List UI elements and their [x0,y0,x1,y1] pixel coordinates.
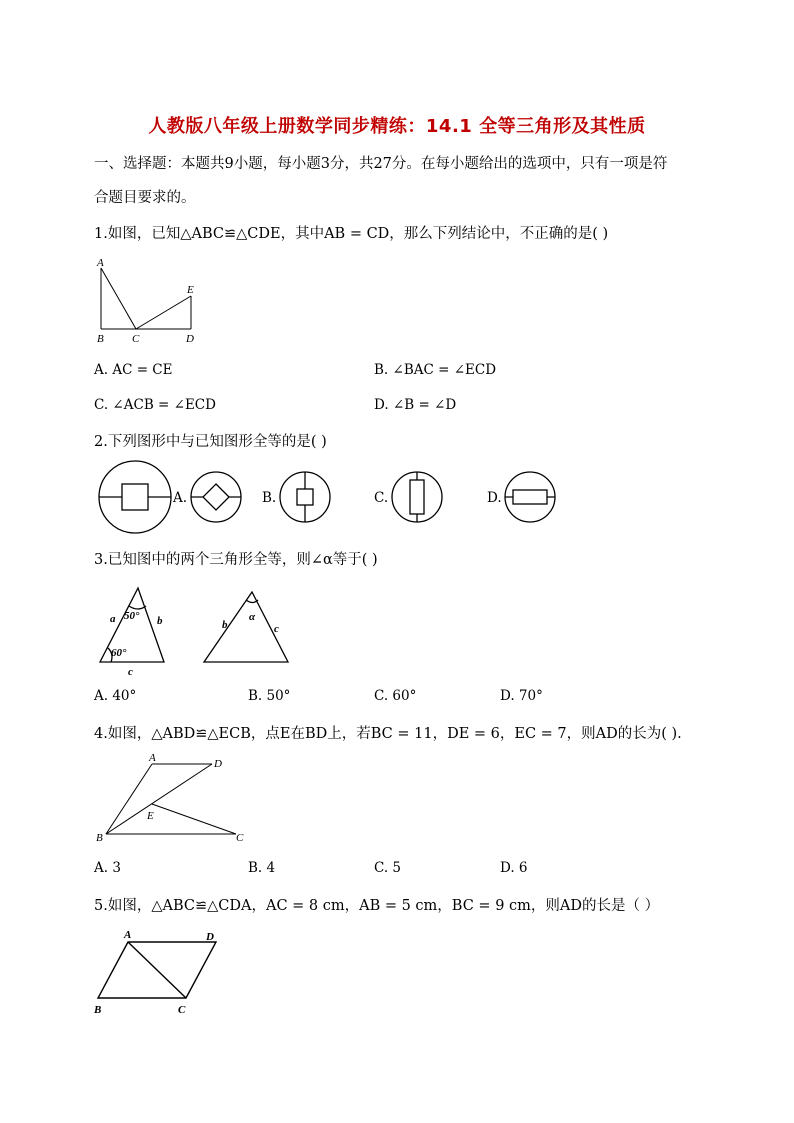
question-3-stem: 3.已知图中的两个三角形全等，则∠α等于( ) [94,552,378,568]
question-4-figure [94,752,254,848]
question-2-option-a: A. [173,490,188,506]
q3-label-alpha: α [249,611,256,623]
q3-label-b: b [157,615,163,627]
question-1-option-a: A. AC = CE [94,362,173,378]
q3-angle-50: 50° [124,610,140,622]
page-title: 人教版八年级上册数学同步精练：14.1 全等三角形及其性质 [148,116,646,137]
question-2-option-d: D. [487,490,502,506]
q4-label-A: A [149,752,156,764]
question-1-option-d: D. ∠B = ∠D [374,397,457,413]
question-2-option-c: C. [374,490,389,506]
q3-label-c: c [128,666,133,678]
question-4-stem: 4.如图，△ABD≌△ECB，点E在BD上，若BC = 11，DE = 6，EC = 7，则AD的长为( ). [94,726,682,742]
question-2-stem: 2.下列图形中与已知图形全等的是( ) [94,434,327,450]
question-5-stem: 5.如图，△ABC≌△CDA，AC = 8 cm，AB = 5 cm，BC = 9 cm，则AD的长是（ ） [94,898,660,914]
section-header-line-2: 合题目要求的。 [94,190,196,206]
q3-label-a: a [110,613,116,625]
question-5-figure [94,926,224,1018]
q4-label-D: D [214,758,222,770]
question-4-option-c: C. 5 [374,860,402,876]
question-1-option-b: B. ∠BAC = ∠ECD [374,362,497,378]
question-3-option-a: A. 40° [94,688,137,704]
q4-label-B: B [96,832,103,844]
q3-label-c2: c [274,623,279,635]
q5-label-C: C [178,1004,186,1016]
question-4-option-b: B. 4 [248,860,276,876]
question-3-option-c: C. 60° [374,688,417,704]
question-2-option-b: B. [262,490,277,506]
question-1-figure [94,254,204,346]
question-4-option-d: D. 6 [500,860,528,876]
question-3-option-b: B. 50° [248,688,291,704]
q1-label-D: D [186,333,194,345]
q1-label-B: B [97,333,104,345]
question-4-option-a: A. 3 [94,860,121,876]
q5-label-B: B [94,1004,102,1016]
question-3-option-d: D. 70° [500,688,543,704]
q3-label-b2: b [222,619,228,631]
q1-label-A: A [97,257,104,269]
q3-angle-60: 60° [111,647,127,659]
q1-label-E: E [187,284,194,296]
section-header-line-1: 一、选择题：本题共9小题，每小题3分，共27分。在每小题给出的选项中，只有一项是符 [94,156,668,172]
q5-label-D: D [206,931,214,943]
q4-label-C: C [236,832,244,844]
question-3-figure [94,582,294,677]
question-1-option-c: C. ∠ACB = ∠ECD [94,397,216,413]
q1-label-C: C [132,333,140,345]
q4-label-E: E [147,810,154,822]
q5-label-A: A [124,929,132,941]
question-1-stem: 1.如图，已知△ABC≌△CDE，其中AB = CD，那么下列结论中，不正确的是( ) [94,226,609,242]
